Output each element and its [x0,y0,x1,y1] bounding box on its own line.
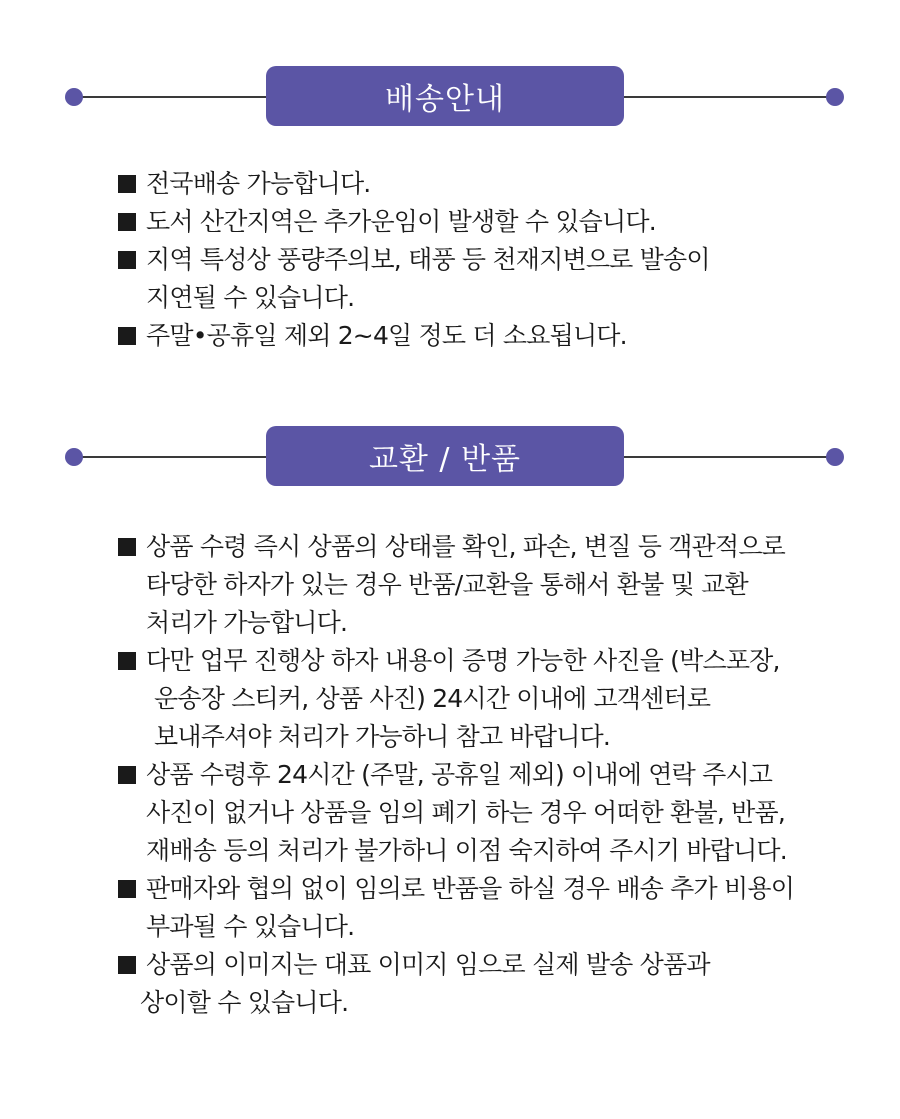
square-bullet-icon [118,766,136,784]
square-bullet-icon [118,251,136,269]
square-bullet-icon [118,880,136,898]
header-divider-left [74,96,274,98]
list-item: 도서 산간지역은 추가운임이 발생할 수 있습니다. [118,203,838,241]
square-bullet-icon [118,538,136,556]
list-item: 지역 특성상 풍량주의보, 태풍 등 천재지변으로 발송이 지연될 수 있습니다. [118,241,838,317]
shipping-title: 배송안내 [266,66,624,126]
square-bullet-icon [118,956,136,974]
shipping-section-header [0,66,900,128]
header-divider-right [620,96,834,98]
list-item: 상품 수령후 24시간 (주말, 공휴일 제외) 이내에 연락 주시고 사진이 없거나 상품을 임의 폐기 하는 경우 어떠한 환불, 반품, 재배송 등의 처리가 불가하니 이점 숙지하여 주시기 바랍니다. [118,756,838,870]
list-item: 판매자와 협의 없이 임의로 반품을 하실 경우 배송 추가 비용이 부과될 수 있습니다. [118,870,838,946]
list-item: 전국배송 가능합니다. [118,165,838,203]
list-item: 상품 수령 즉시 상품의 상태를 확인, 파손, 변질 등 객관적으로 타당한 하자가 있는 경우 반품/교환을 통해서 환불 및 교환 처리가 가능합니다. [118,528,838,642]
header-divider-right [620,456,834,458]
square-bullet-icon [118,652,136,670]
dot-right-icon [826,448,844,466]
shipping-list [118,165,838,355]
dot-left-icon [65,88,83,106]
square-bullet-icon [118,175,136,193]
list-item: 다만 업무 진행상 하자 내용이 증명 가능한 사진을 (박스포장, 운송장 스티커, 상품 사진) 24시간 이내에 고객센터로 보내주셔야 처리가 가능하니 참고 바랍니다. [118,642,838,756]
dot-left-icon [65,448,83,466]
exchange-list [118,528,838,1022]
exchange-section-header [0,426,900,488]
square-bullet-icon [118,327,136,345]
list-item: 주말•공휴일 제외 2~4일 정도 더 소요됩니다. [118,317,838,355]
dot-right-icon [826,88,844,106]
list-item: 상품의 이미지는 대표 이미지 임으로 실제 발송 상품과 상이할 수 있습니다. [118,946,838,1022]
exchange-title: 교환 / 반품 [266,426,624,486]
header-divider-left [74,456,274,458]
square-bullet-icon [118,213,136,231]
